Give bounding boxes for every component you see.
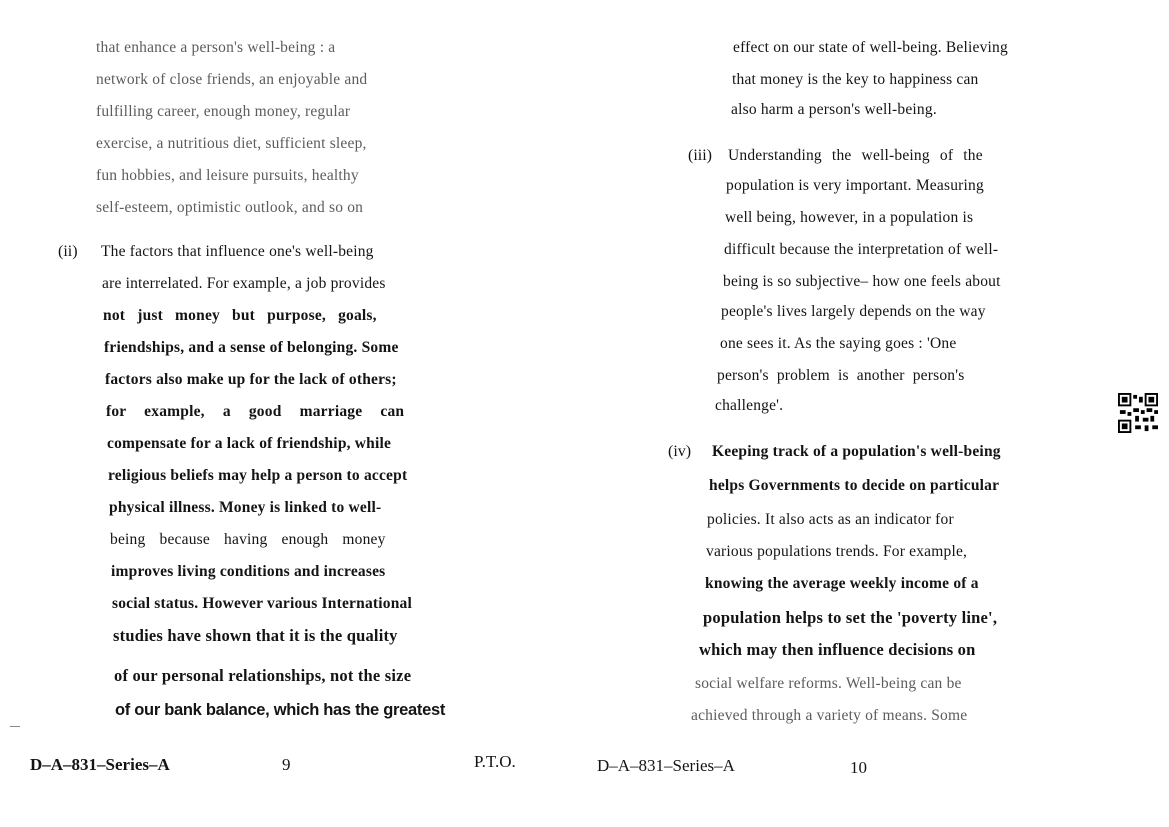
text-line: of our personal relationships, not the size bbox=[114, 666, 412, 685]
paragraph-marker: (iii) bbox=[688, 147, 712, 164]
text-line: policies. It also acts as an indicator for bbox=[707, 511, 954, 528]
margin-mark bbox=[10, 726, 20, 727]
text-line: Understanding the well-being of the bbox=[728, 147, 983, 164]
text-line: well being, however, in a population is bbox=[725, 209, 974, 226]
text-line: population helps to set the 'poverty line', bbox=[703, 608, 998, 627]
text-line: that money is the key to happiness can bbox=[732, 71, 979, 88]
text-line: religious beliefs may help a person to accept bbox=[108, 467, 408, 484]
text-line: friendships, and a sense of belonging. Some bbox=[104, 339, 399, 356]
text-line: which may then influence decisions on bbox=[699, 640, 976, 659]
left-page bbox=[0, 0, 580, 827]
right-page bbox=[585, 0, 1169, 827]
qr-code-icon bbox=[1118, 393, 1158, 433]
text-line: compensate for a lack of friendship, while bbox=[107, 435, 392, 452]
footer-series-code: D–A–831–Series–A bbox=[597, 756, 735, 775]
text-line: being is so subjective– how one feels about bbox=[723, 273, 1001, 290]
footer-series-code: D–A–831–Series–A bbox=[30, 755, 170, 774]
text-line: factors also make up for the lack of others; bbox=[105, 371, 397, 388]
text-line: fun hobbies, and leisure pursuits, healthy bbox=[96, 167, 359, 184]
text-line: being because having enough money bbox=[110, 531, 386, 548]
text-line: one sees it. As the saying goes : 'One bbox=[720, 335, 957, 352]
text-line: exercise, a nutritious diet, sufficient sleep, bbox=[96, 135, 367, 152]
paragraph-marker: (iv) bbox=[668, 443, 692, 460]
text-line: knowing the average weekly income of a bbox=[705, 575, 979, 592]
text-line: various populations trends. For example, bbox=[706, 543, 968, 560]
text-line: self-esteem, optimistic outlook, and so on bbox=[96, 199, 364, 216]
text-line: that enhance a person's well-being : a bbox=[96, 39, 336, 56]
text-line: improves living conditions and increases bbox=[111, 563, 386, 580]
footer-page-number: 10 bbox=[850, 758, 867, 777]
text-line: social welfare reforms. Well-being can be bbox=[695, 675, 962, 692]
text-line: difficult because the interpretation of well- bbox=[724, 241, 999, 258]
text-line: network of close friends, an enjoyable and bbox=[96, 71, 368, 88]
text-line: fulfilling career, enough money, regular bbox=[96, 103, 351, 120]
text-line: not just money but purpose, goals, bbox=[103, 307, 377, 324]
text-line: social status. However various International bbox=[112, 595, 412, 612]
text-line: also harm a person's well-being. bbox=[731, 101, 937, 118]
text-line: studies have shown that it is the quality bbox=[113, 626, 398, 645]
text-line: achieved through a variety of means. Some bbox=[691, 707, 968, 724]
text-line: effect on our state of well-being. Believing bbox=[733, 39, 1008, 56]
paragraph-marker: (ii) bbox=[58, 243, 78, 260]
footer-page-number: 9 bbox=[282, 755, 291, 774]
text-line: people's lives largely depends on the way bbox=[721, 303, 986, 320]
footer-pto: P.T.O. bbox=[474, 752, 516, 771]
text-line: are interrelated. For example, a job provides bbox=[102, 275, 386, 292]
text-line: Keeping track of a population's well-being bbox=[712, 443, 1001, 460]
text-line: of our bank balance, which has the greatest bbox=[115, 701, 446, 719]
text-line: population is very important. Measuring bbox=[726, 177, 984, 194]
text-line: physical illness. Money is linked to well- bbox=[109, 499, 382, 516]
text-line: for example, a good marriage can bbox=[106, 403, 405, 420]
text-line: person's problem is another person's bbox=[717, 367, 965, 384]
text-line: challenge'. bbox=[715, 397, 784, 414]
text-line: helps Governments to decide on particular bbox=[709, 477, 1000, 494]
text-line: The factors that influence one's well-being bbox=[101, 243, 374, 260]
